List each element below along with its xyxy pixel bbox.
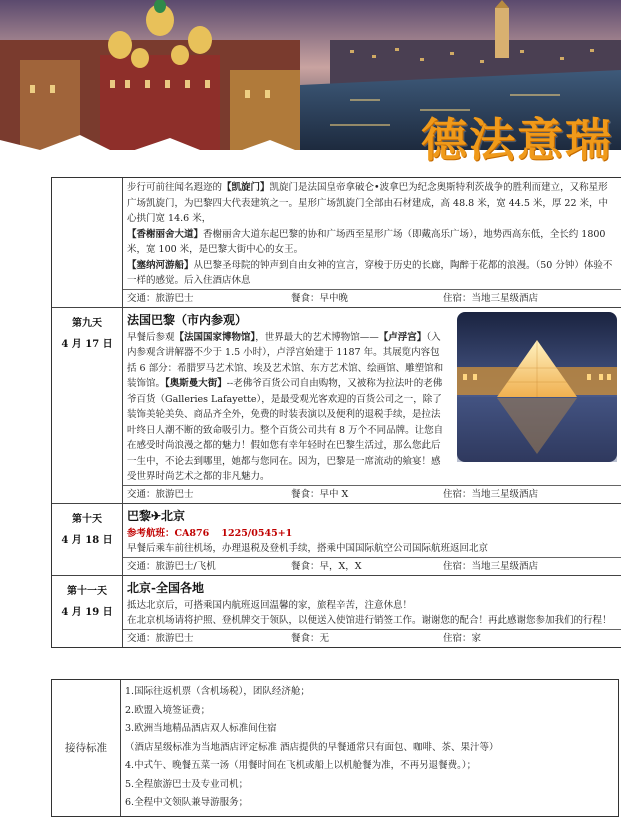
- day-content: [123, 178, 621, 307]
- louvre-pyramid-image: [457, 312, 617, 462]
- day-date: 4 月 17 日: [61, 338, 113, 350]
- day-description: 早餐后乘车前往机场，办理退税及登机手续，搭乘中国国际航空公司国际航班返回北京: [127, 543, 489, 554]
- day-date: 4 月 19 日: [61, 606, 113, 618]
- day-description-2: 在北京机场请将护照、登机牌交于领队，以便送入使馆进行销签工作。谢谢您的配合！再此感谢您参加我们的行程！: [127, 615, 612, 626]
- header-banner: [0, 0, 621, 182]
- day-label: 第九天: [72, 317, 102, 329]
- day-date: 4 月 18 日: [61, 534, 113, 546]
- transport-info: 交通：旅游巴士: [127, 292, 194, 304]
- highlight-champs: 【香榭丽舍大道】: [127, 228, 204, 240]
- standards-item: 4.中式午、晚餐五菜一汤（用餐时间在飞机或船上以机舱餐为准，不再另退餐费。）；: [125, 760, 477, 771]
- lodging-info: 住宿：家: [443, 632, 482, 644]
- paragraph-champs-elysees: 【香榭丽舍大道】香榭丽舍大道东起巴黎的协和广场西至星形广场（即戴高乐广场），地势西高东低，全长约 1800 米，宽 100 米，是巴黎大街中心的女王。: [127, 228, 606, 255]
- flight-info: [127, 526, 617, 542]
- day-label: 第十一天: [67, 585, 107, 597]
- louvre-photo: [457, 312, 617, 462]
- transport-info: 交通：旅游巴士: [127, 488, 194, 500]
- day-title: 法国巴黎（市内参观）: [127, 312, 248, 327]
- standards-label: 接待标准: [52, 680, 121, 816]
- day-row-11: [52, 576, 621, 647]
- day-content: [123, 576, 621, 647]
- paragraph-seine-cruise: 【塞纳河游船】从巴黎圣母院的钟声到自由女神的宣言，穿梭于历史的长廊，陶醉于花都的浪漫。（50 分钟）体验不一样的感觉。后入住酒店休息: [127, 259, 613, 286]
- flight-time: 1225/0545+1: [221, 527, 293, 539]
- lodging-info: 住宿：当地三星级酒店: [443, 560, 539, 572]
- day-title: 北京-全国各地: [127, 580, 204, 595]
- day-column: [52, 504, 123, 575]
- paragraph-arc-de-triomphe: 步行可前往闻名遐迩的【凯旋门】凯旋门是法国皇帝拿破仑•波拿巴为纪念奥斯特利茨战争的胜利而建立，又称星形广场凯旋门，为巴黎四大代表建筑之一。星形广场凯旋门全部由石材建成，高 48.8 米，宽 44.5 米，厚 22 米，中心拱门宽 14.6 米，: [127, 182, 609, 224]
- day-meta: [123, 557, 621, 575]
- standards-item: 3.欧洲当地精品酒店双人标准间住宿: [125, 723, 277, 734]
- day-row-9: [52, 308, 621, 504]
- day-meta: [123, 289, 621, 307]
- highlight-seine: 【塞纳河游船】: [127, 259, 194, 271]
- standards-list: [121, 680, 618, 816]
- day-meta: [123, 485, 621, 503]
- standards-item: （酒店星级标准为当地酒店评定标准 酒店提供的早餐通常只有面包、咖啡、茶、果汁等）: [125, 741, 499, 753]
- highlight-arc: 【凯旋门】: [222, 182, 270, 193]
- standards-item: 5.全程旅游巴士及专业司机；: [125, 778, 249, 790]
- lodging-info: 住宿：当地三星级酒店: [443, 292, 539, 304]
- lodging-info: 住宿：当地三星级酒店: [443, 488, 539, 500]
- transport-info: 交通：旅游巴士: [127, 632, 194, 644]
- day-row-8-continued: [52, 178, 621, 308]
- day-row-10: [52, 504, 621, 576]
- standards-item: 2.欧盟入境签证费；: [125, 704, 211, 716]
- banner-title: 德法意瑞: [421, 113, 613, 167]
- meals-info: 餐食：早，X，X: [291, 560, 362, 572]
- service-standards-table: [51, 679, 619, 817]
- meals-info: 餐食：无: [291, 632, 330, 644]
- flight-label: 参考航班：CA876: [127, 527, 210, 539]
- transport-info: 交通：旅游巴士/飞机: [127, 560, 216, 572]
- standards-item: 6.全程中文领队兼导游服务；: [125, 797, 249, 808]
- day-title: 巴黎✈北京: [127, 508, 186, 523]
- day-column-empty: [52, 178, 123, 307]
- day-column: [52, 308, 123, 503]
- meals-info: 餐食：早中 X: [291, 488, 349, 500]
- day-meta: [123, 629, 621, 647]
- itinerary-table: [51, 177, 621, 648]
- day-content: [123, 308, 621, 503]
- day-description-1: 抵达北京后，可搭乘国内航班返回温馨的家，旅程辛苦，注意休息！: [127, 599, 413, 611]
- meals-info: 餐食：早中晚: [291, 292, 349, 304]
- day-label: 第十天: [72, 513, 102, 525]
- standards-item: 1.国际往返机票（含机场税），团队经济舱；: [125, 686, 310, 697]
- day-description: 早餐后参观【法国国家博物馆】，世界最大的艺术博物馆——【卢浮宫】（入内参观含讲解器不少于 1.5 小时），卢浮宫始建于 1187 年。其展览内容包括 6 部分：希腊罗马艺术馆、埃及艺术馆、东方艺术馆、绘画馆、雕塑馆和装饰馆。【奥斯曼大街】--老佛爷百货公司自由购物，又被称为拉法叶的老佛爷百货（Galleries Lafayette），是最受观光客欢迎的百货公司之一，除了装饰美轮美奂、商品齐全外，免费的时装表演以及便利的退税手续，是拉法叶终日人潮不断的致命吸引力。整个百货公司共有 8 万个不同品牌。让您自在感受时尚浪漫之都的魅力！假如您有幸年轻时在巴黎生活过，那么您此后一生中，不论去到哪里，她都与您同在。因为，巴黎是一席流动的飨宴！感受世界时尚艺术之都的非凡魅力。: [127, 331, 444, 482]
- day-content: [123, 504, 621, 575]
- day-column: [52, 576, 123, 647]
